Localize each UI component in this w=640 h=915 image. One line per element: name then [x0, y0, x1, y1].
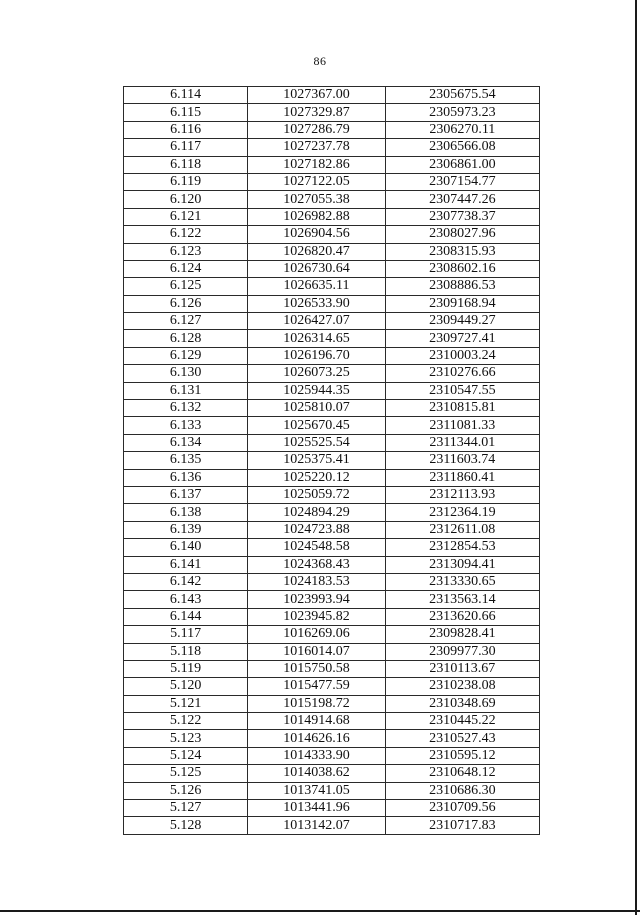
point-id-cell: 5.122	[124, 713, 248, 730]
table-row	[124, 730, 540, 747]
x-coordinate-cell: 1024548.58	[248, 539, 385, 556]
y-coordinate-cell: 2306270.11	[385, 121, 539, 138]
y-coordinate-cell: 2306566.08	[385, 139, 539, 156]
point-id-cell: 6.125	[124, 278, 248, 295]
x-coordinate-cell: 1026533.90	[248, 295, 385, 312]
point-id-cell: 6.120	[124, 191, 248, 208]
y-coordinate-cell: 2310595.12	[385, 747, 539, 764]
table-row	[124, 486, 540, 503]
point-id-cell: 6.131	[124, 382, 248, 399]
point-id-cell: 6.135	[124, 452, 248, 469]
y-coordinate-cell: 2310348.69	[385, 695, 539, 712]
x-coordinate-cell: 1025220.12	[248, 469, 385, 486]
x-coordinate-cell: 1014626.16	[248, 730, 385, 747]
x-coordinate-cell: 1015477.59	[248, 678, 385, 695]
table-row	[124, 695, 540, 712]
table-row	[124, 660, 540, 677]
table-row	[124, 539, 540, 556]
point-id-cell: 6.128	[124, 330, 248, 347]
x-coordinate-cell: 1027122.05	[248, 173, 385, 190]
x-coordinate-cell: 1014038.62	[248, 765, 385, 782]
x-coordinate-cell: 1026982.88	[248, 208, 385, 225]
point-id-cell: 6.127	[124, 313, 248, 330]
x-coordinate-cell: 1026073.25	[248, 365, 385, 382]
y-coordinate-cell: 2312611.08	[385, 521, 539, 538]
table-row	[124, 504, 540, 521]
x-coordinate-cell: 1013142.07	[248, 817, 385, 834]
point-id-cell: 6.132	[124, 400, 248, 417]
point-id-cell: 5.123	[124, 730, 248, 747]
x-coordinate-cell: 1027055.38	[248, 191, 385, 208]
point-id-cell: 6.141	[124, 556, 248, 573]
point-id-cell: 6.140	[124, 539, 248, 556]
point-id-cell: 5.125	[124, 765, 248, 782]
y-coordinate-cell: 2310276.66	[385, 365, 539, 382]
point-id-cell: 6.139	[124, 521, 248, 538]
table-row	[124, 313, 540, 330]
x-coordinate-cell: 1026427.07	[248, 313, 385, 330]
x-coordinate-cell: 1023945.82	[248, 608, 385, 625]
x-coordinate-cell: 1025810.07	[248, 400, 385, 417]
y-coordinate-cell: 2310815.81	[385, 400, 539, 417]
scan-edge-right	[635, 0, 637, 915]
table-row	[124, 591, 540, 608]
point-id-cell: 6.126	[124, 295, 248, 312]
y-coordinate-cell: 2313094.41	[385, 556, 539, 573]
x-coordinate-cell: 1016269.06	[248, 626, 385, 643]
y-coordinate-cell: 2310717.83	[385, 817, 539, 834]
table-row	[124, 817, 540, 834]
x-coordinate-cell: 1026730.64	[248, 260, 385, 277]
table-row	[124, 626, 540, 643]
x-coordinate-cell: 1025670.45	[248, 417, 385, 434]
y-coordinate-cell: 2310547.55	[385, 382, 539, 399]
y-coordinate-cell: 2310527.43	[385, 730, 539, 747]
scan-edge-bottom	[0, 910, 640, 912]
table-row	[124, 347, 540, 364]
y-coordinate-cell: 2310648.12	[385, 765, 539, 782]
table-row	[124, 521, 540, 538]
x-coordinate-cell: 1027367.00	[248, 87, 385, 104]
table-row	[124, 678, 540, 695]
x-coordinate-cell: 1027329.87	[248, 104, 385, 121]
x-coordinate-cell: 1025525.54	[248, 434, 385, 451]
x-coordinate-cell: 1027182.86	[248, 156, 385, 173]
table-row	[124, 382, 540, 399]
y-coordinate-cell: 2307447.26	[385, 191, 539, 208]
x-coordinate-cell: 1026635.11	[248, 278, 385, 295]
y-coordinate-cell: 2310113.67	[385, 660, 539, 677]
table-row	[124, 365, 540, 382]
x-coordinate-cell: 1013441.96	[248, 800, 385, 817]
y-coordinate-cell: 2307738.37	[385, 208, 539, 225]
table-row	[124, 452, 540, 469]
y-coordinate-cell: 2310238.08	[385, 678, 539, 695]
table-row	[124, 191, 540, 208]
table-row	[124, 173, 540, 190]
y-coordinate-cell: 2311603.74	[385, 452, 539, 469]
y-coordinate-cell: 2312113.93	[385, 486, 539, 503]
y-coordinate-cell: 2305973.23	[385, 104, 539, 121]
x-coordinate-cell: 1015750.58	[248, 660, 385, 677]
x-coordinate-cell: 1024894.29	[248, 504, 385, 521]
point-id-cell: 5.124	[124, 747, 248, 764]
y-coordinate-cell: 2309727.41	[385, 330, 539, 347]
y-coordinate-cell: 2313563.14	[385, 591, 539, 608]
y-coordinate-cell: 2309828.41	[385, 626, 539, 643]
y-coordinate-cell: 2312854.53	[385, 539, 539, 556]
table-row	[124, 556, 540, 573]
x-coordinate-cell: 1026820.47	[248, 243, 385, 260]
table-row	[124, 713, 540, 730]
table-row	[124, 156, 540, 173]
table-row	[124, 573, 540, 590]
point-id-cell: 5.128	[124, 817, 248, 834]
table-row	[124, 260, 540, 277]
y-coordinate-cell: 2313330.65	[385, 573, 539, 590]
y-coordinate-cell: 2309449.27	[385, 313, 539, 330]
table-row	[124, 295, 540, 312]
point-id-cell: 5.118	[124, 643, 248, 660]
x-coordinate-cell: 1027286.79	[248, 121, 385, 138]
x-coordinate-cell: 1014914.68	[248, 713, 385, 730]
coordinates-table	[123, 86, 540, 835]
x-coordinate-cell: 1013741.05	[248, 782, 385, 799]
page-number: 86	[313, 54, 327, 68]
point-id-cell: 5.119	[124, 660, 248, 677]
table-row	[124, 226, 540, 243]
x-coordinate-cell: 1025059.72	[248, 486, 385, 503]
x-coordinate-cell: 1023993.94	[248, 591, 385, 608]
point-id-cell: 6.123	[124, 243, 248, 260]
y-coordinate-cell: 2310445.22	[385, 713, 539, 730]
x-coordinate-cell: 1024183.53	[248, 573, 385, 590]
y-coordinate-cell: 2311860.41	[385, 469, 539, 486]
table-row	[124, 139, 540, 156]
point-id-cell: 6.130	[124, 365, 248, 382]
x-coordinate-cell: 1016014.07	[248, 643, 385, 660]
point-id-cell: 6.115	[124, 104, 248, 121]
point-id-cell: 6.122	[124, 226, 248, 243]
y-coordinate-cell: 2312364.19	[385, 504, 539, 521]
point-id-cell: 5.126	[124, 782, 248, 799]
point-id-cell: 6.138	[124, 504, 248, 521]
table-row	[124, 278, 540, 295]
point-id-cell: 6.114	[124, 87, 248, 104]
table-row	[124, 469, 540, 486]
x-coordinate-cell: 1026196.70	[248, 347, 385, 364]
point-id-cell: 6.137	[124, 486, 248, 503]
x-coordinate-cell: 1024723.88	[248, 521, 385, 538]
table-row	[124, 330, 540, 347]
table-row	[124, 121, 540, 138]
table-row	[124, 400, 540, 417]
point-id-cell: 6.119	[124, 173, 248, 190]
point-id-cell: 5.120	[124, 678, 248, 695]
y-coordinate-cell: 2308315.93	[385, 243, 539, 260]
point-id-cell: 5.121	[124, 695, 248, 712]
y-coordinate-cell: 2308027.96	[385, 226, 539, 243]
x-coordinate-cell: 1026904.56	[248, 226, 385, 243]
table-row	[124, 208, 540, 225]
x-coordinate-cell: 1027237.78	[248, 139, 385, 156]
y-coordinate-cell: 2311081.33	[385, 417, 539, 434]
y-coordinate-cell: 2310709.56	[385, 800, 539, 817]
point-id-cell: 6.144	[124, 608, 248, 625]
y-coordinate-cell: 2308886.53	[385, 278, 539, 295]
x-coordinate-cell: 1026314.65	[248, 330, 385, 347]
point-id-cell: 6.136	[124, 469, 248, 486]
y-coordinate-cell: 2310686.30	[385, 782, 539, 799]
point-id-cell: 6.116	[124, 121, 248, 138]
point-id-cell: 5.127	[124, 800, 248, 817]
table-row	[124, 434, 540, 451]
point-id-cell: 5.117	[124, 626, 248, 643]
x-coordinate-cell: 1014333.90	[248, 747, 385, 764]
point-id-cell: 6.134	[124, 434, 248, 451]
x-coordinate-cell: 1024368.43	[248, 556, 385, 573]
x-coordinate-cell: 1015198.72	[248, 695, 385, 712]
y-coordinate-cell: 2307154.77	[385, 173, 539, 190]
y-coordinate-cell: 2309168.94	[385, 295, 539, 312]
point-id-cell: 6.133	[124, 417, 248, 434]
point-id-cell: 6.121	[124, 208, 248, 225]
point-id-cell: 6.118	[124, 156, 248, 173]
table-row	[124, 608, 540, 625]
y-coordinate-cell: 2311344.01	[385, 434, 539, 451]
y-coordinate-cell: 2305675.54	[385, 87, 539, 104]
table-row	[124, 800, 540, 817]
table-row	[124, 417, 540, 434]
point-id-cell: 6.129	[124, 347, 248, 364]
point-id-cell: 6.117	[124, 139, 248, 156]
y-coordinate-cell: 2308602.16	[385, 260, 539, 277]
point-id-cell: 6.124	[124, 260, 248, 277]
x-coordinate-cell: 1025375.41	[248, 452, 385, 469]
y-coordinate-cell: 2309977.30	[385, 643, 539, 660]
table-row	[124, 87, 540, 104]
coordinates-table-body	[124, 87, 540, 835]
y-coordinate-cell: 2310003.24	[385, 347, 539, 364]
table-row	[124, 104, 540, 121]
table-row	[124, 747, 540, 764]
y-coordinate-cell: 2306861.00	[385, 156, 539, 173]
table-row	[124, 765, 540, 782]
point-id-cell: 6.142	[124, 573, 248, 590]
table-row	[124, 643, 540, 660]
table-row	[124, 782, 540, 799]
y-coordinate-cell: 2313620.66	[385, 608, 539, 625]
x-coordinate-cell: 1025944.35	[248, 382, 385, 399]
table-row	[124, 243, 540, 260]
point-id-cell: 6.143	[124, 591, 248, 608]
